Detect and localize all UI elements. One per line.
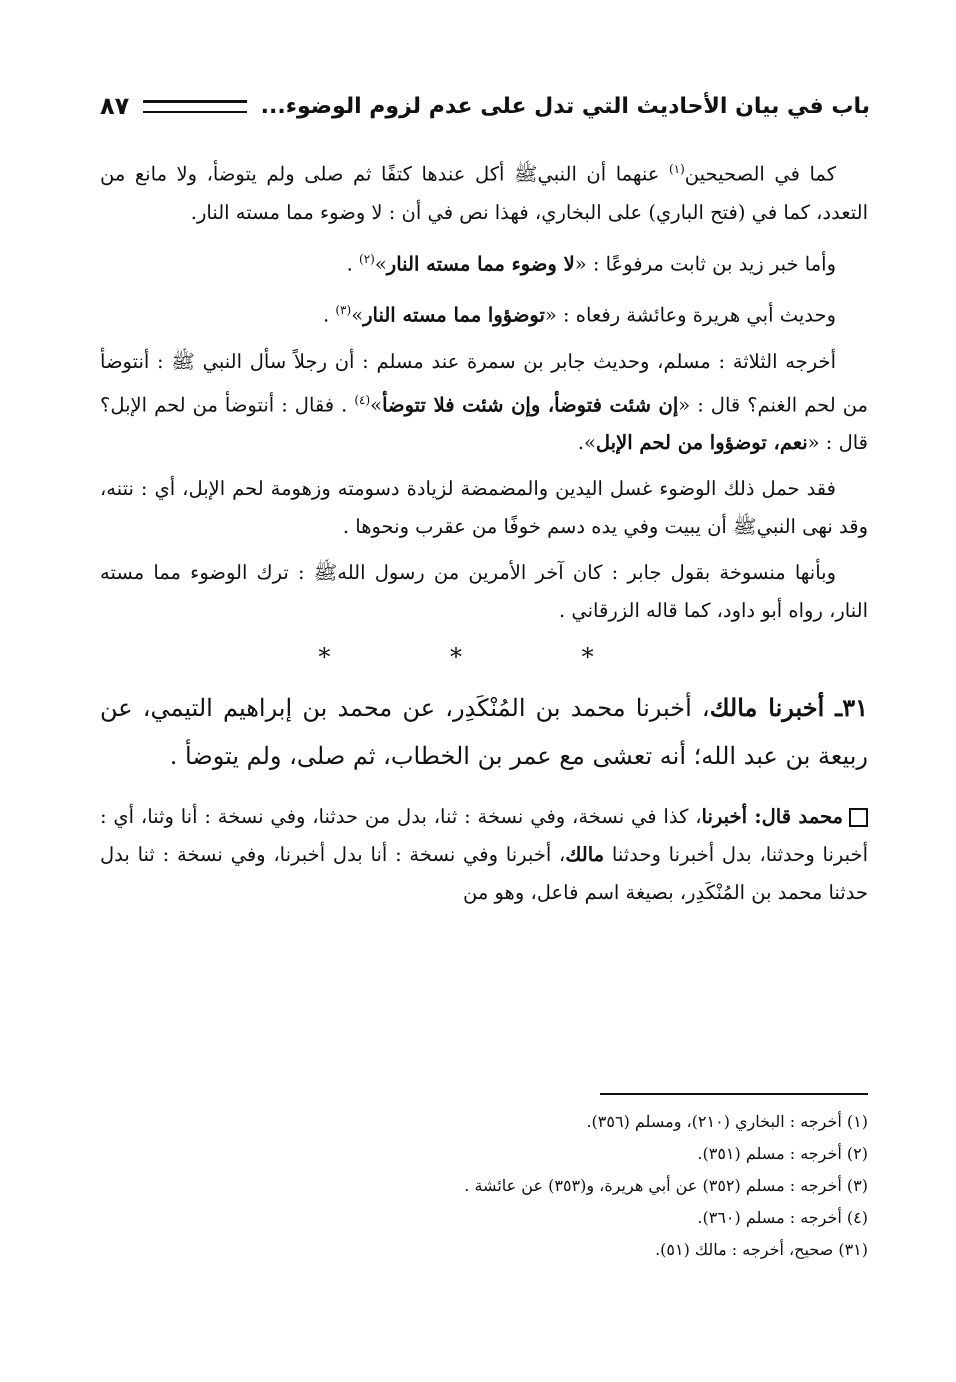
main-text	[100, 150, 868, 920]
footnote-31: (٣١) صحيح، أخرجه : مالك (٥١).	[655, 1240, 868, 1259]
footnote-rule	[600, 1093, 868, 1095]
commentary-lead: محمد قال: أخبرنا	[701, 805, 844, 828]
text-run: . فقال : أنتوضأ من لحم الإبل؟ قال : «	[100, 393, 868, 454]
paragraph-5: فقد حمل ذلك الوضوء غسل اليدين والمضمضة لزيادة دسومته وزهومة لحم الإبل، أي : نتنه، وقد نهى النبيﷺ أن يبيت وفي يده دسم خوفًا من عقرب ونحوها .	[100, 477, 868, 538]
footnote-2: (٢) أخرجه : مسلم (٣٥١).	[697, 1144, 868, 1163]
header-title: باب في بيان الأحاديث التي تدل على عدم لزوم الوضوء...	[260, 93, 870, 119]
paragraph-2	[100, 240, 868, 284]
quoted-hadith: نعم، توضؤوا من لحم الإبل	[595, 431, 808, 454]
text-run: »	[351, 303, 364, 327]
text-run: »	[370, 393, 383, 416]
paragraph-1	[100, 150, 868, 232]
text-run: وأما خبر زيد بن ثابت مرفوعًا : «	[574, 252, 836, 275]
commentary	[100, 798, 868, 912]
footnote-3: (٣) أخرجه : مسلم (٣٥٢) عن أبي هريرة، و(٣٥٣) عن عائشة .	[464, 1176, 868, 1195]
square-marker-icon	[849, 808, 868, 827]
text-run: وحديث أبي هريرة وعائشة رفعاه : «	[544, 303, 836, 327]
quoted-hadith: توضؤوا مما مسته النار	[363, 303, 545, 327]
text-run: عنهما أن النبيﷺ أكل عندها كتفًا ثم صلى ولم يتوضأ، ولا مانع من التعدد، كما في (فتح الباري) على البخاري، فهذا نص في أن : لا وضوء مما مسته النار.	[100, 162, 868, 224]
hadith-number: ٣١ـ أخبرنا مالك	[709, 693, 868, 722]
section-separator: * * *	[318, 643, 650, 671]
footnote-ref: (٣)	[335, 303, 352, 317]
text-run: كما في الصحيحين	[684, 162, 836, 186]
hadith-text: ، أخبرنا محمد بن المُنْكَدِر، عن محمد بن إبراهيم التيمي، عن ربيعة بن عبد الله؛ أنه تعشى مع عمر بن الخطاب، ثم صلى، ولم يتوضأ .	[100, 694, 868, 770]
text-run: .	[322, 303, 336, 327]
footnotes	[100, 1106, 868, 1266]
text-run: »	[374, 252, 387, 275]
page-number: ٨٧	[100, 92, 130, 120]
quoted-hadith: إن شئت فتوضأ، وإن شئت فلا تتوضأ	[382, 393, 679, 416]
quoted-hadith: لا وضوء مما مسته النار	[386, 252, 575, 275]
running-header	[100, 86, 870, 126]
footnote-ref: (٢)	[359, 251, 375, 266]
paragraph-4	[100, 343, 868, 463]
text-run: ، كذا في نسخة، وفي نسخة : ثنا، بدل من حدثنا، وفي نسخة : أنا وثنا، أي : أخبرنا وحدثنا، بدل أخبرنا وحدثنا	[100, 805, 868, 866]
paragraph-3	[100, 291, 868, 335]
text-run: ، أخبرنا وفي نسخة : أنا بدل أخبرنا، وفي نسخة : ثنا بدل حدثنا محمد بن المُنْكَدِر، بصيغة اسم فاعل، وهو من	[100, 843, 868, 904]
footnote-ref: (٤)	[354, 392, 371, 407]
text-run: ».	[577, 431, 596, 454]
hadith-31	[100, 684, 868, 780]
footnote-ref: (١)	[668, 162, 685, 176]
commentary-bold: مالك	[565, 843, 605, 866]
header-rule	[143, 100, 246, 113]
footnote-4: (٤) أخرجه : مسلم (٣٦٠).	[697, 1208, 868, 1227]
text-run: .	[346, 252, 360, 275]
paragraph-6: وبأنها منسوخة بقول جابر : كان آخر الأمرين من رسول اللهﷺ : ترك الوضوء مما مسته النار، رواه أبو داود، كما قاله الزرقاني .	[100, 561, 868, 622]
footnote-1: (١) أخرجه : البخاري (٢١٠)، ومسلم (٣٥٦).	[586, 1112, 868, 1131]
text-run: أخرجه الثلاثة : مسلم، وحديث جابر بن سمرة عند مسلم : أن رجلاً سأل النبي ﷺ : أنتوضأ من لحم الغنم؟ قال : «	[100, 349, 869, 416]
